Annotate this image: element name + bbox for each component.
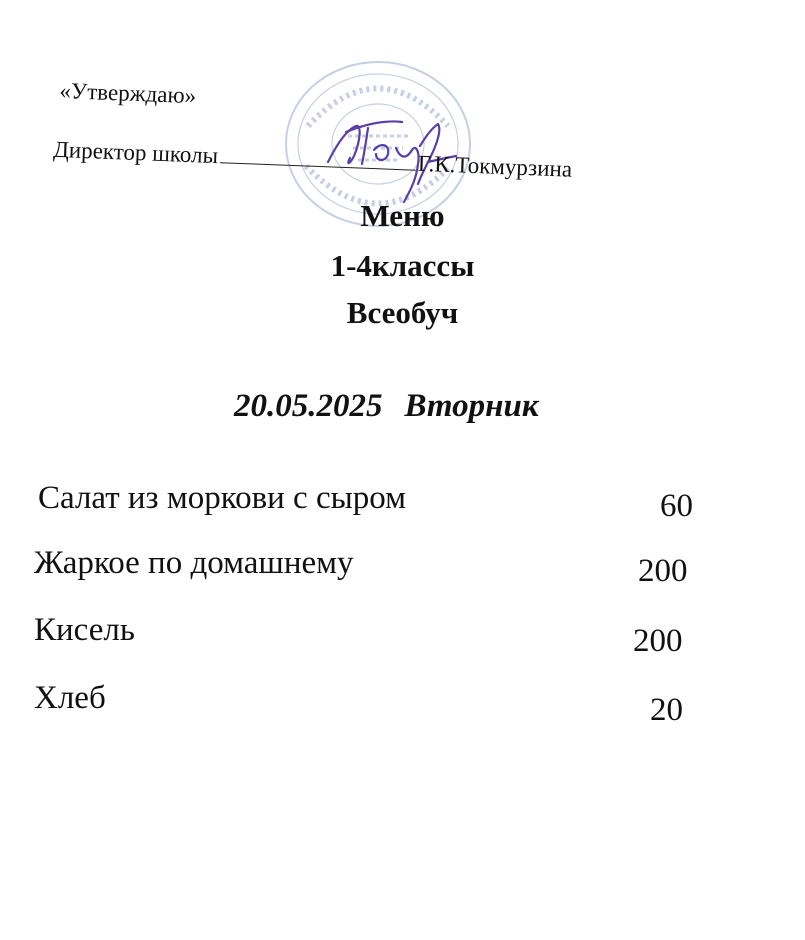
menu-date: 20.05.2025 xyxy=(234,388,383,424)
menu-title: Меню xyxy=(360,198,445,233)
menu-item-grams: 200 xyxy=(633,623,683,659)
menu-item-dish: Кисель xyxy=(34,612,135,648)
menu-item-dish: Хлеб xyxy=(34,680,106,716)
menu-weekday: Вторник xyxy=(404,388,539,424)
menu-item-grams: 20 xyxy=(650,692,683,728)
menu-item-grams: 60 xyxy=(660,488,693,524)
menu-item-dish: Салат из моркови с сыром xyxy=(38,480,407,516)
director-label: Директор школы xyxy=(52,136,219,169)
director-name: Г.К.Токмурзина xyxy=(417,150,573,182)
class-range: 1-4классы xyxy=(330,248,475,283)
approve-label: «Утверждаю» xyxy=(59,78,197,109)
date-line xyxy=(234,388,539,425)
menu-item-grams: 200 xyxy=(638,553,688,589)
program-name: Всеобуч xyxy=(346,295,459,330)
menu-item-dish: Жаркое по домашнему xyxy=(34,545,354,581)
